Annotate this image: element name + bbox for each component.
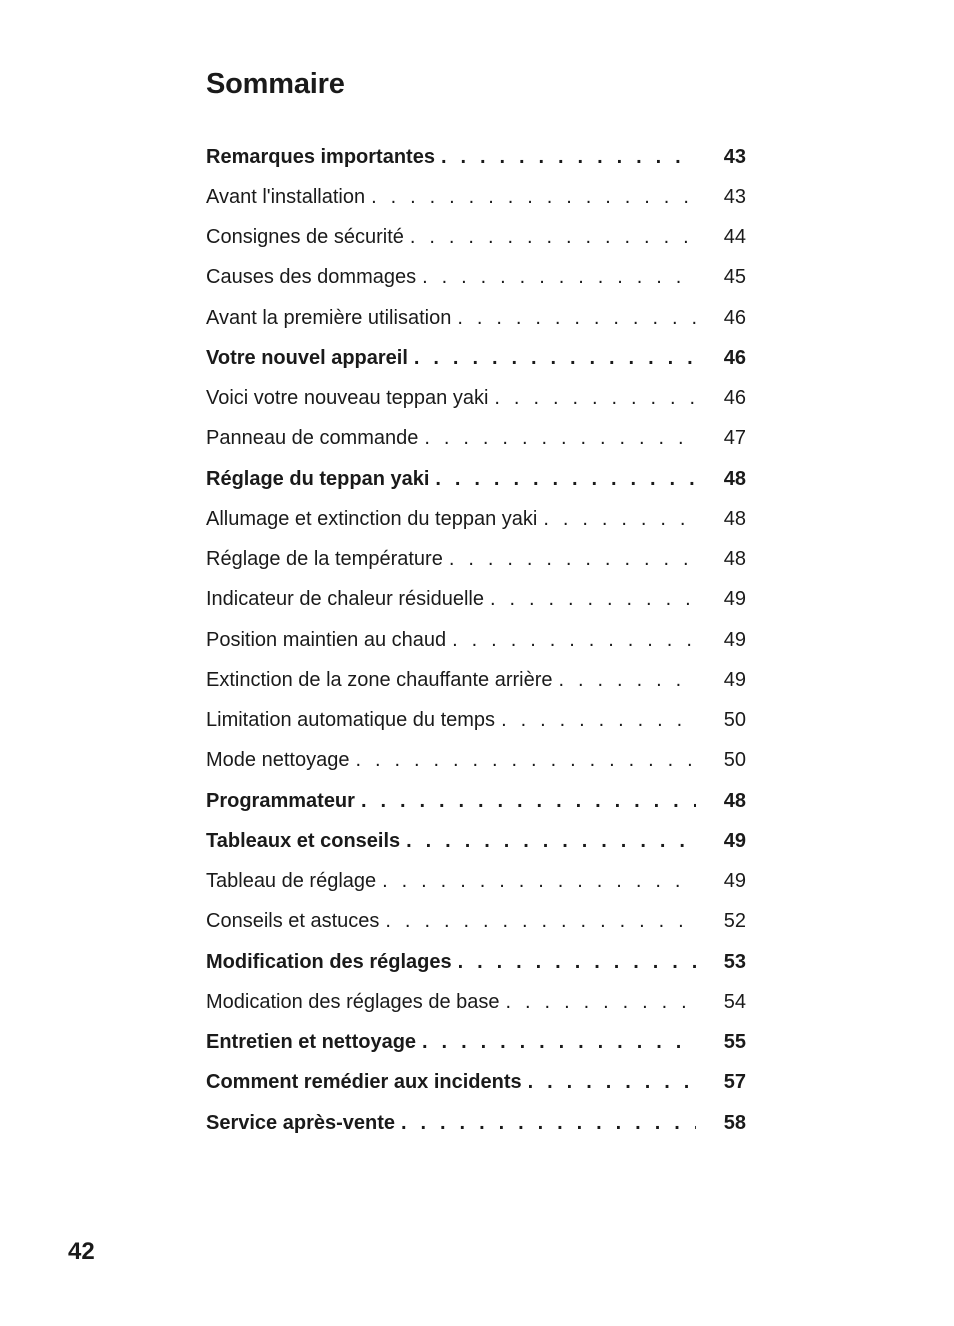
toc-subsection-entry[interactable] (206, 379, 746, 419)
toc-section-entry[interactable] (206, 781, 746, 821)
dot-leader (435, 468, 696, 491)
dot-leader (528, 1071, 696, 1094)
dot-leader (410, 226, 696, 249)
toc-entry-title: Modication des réglages de base (206, 991, 506, 1014)
toc-subsection-entry[interactable] (206, 741, 746, 781)
dot-leader (441, 146, 696, 169)
toc-entry-title: Réglage du teppan yaki (206, 468, 435, 491)
toc-section-entry[interactable] (206, 1063, 746, 1103)
toc-entry-page: 46 (723, 346, 746, 369)
toc-entry-title: Allumage et extinction du teppan yaki (206, 508, 543, 531)
toc-entry-title: Mode nettoyage (206, 749, 355, 772)
toc-entry-title: Modification des réglages (206, 951, 458, 974)
page-title: Sommaire (206, 68, 345, 100)
toc-entry-page: 49 (723, 870, 746, 893)
dot-leader (457, 307, 696, 330)
dot-leader (458, 951, 696, 974)
toc-subsection-entry[interactable] (206, 660, 746, 700)
table-of-contents (206, 137, 746, 1143)
dot-leader (559, 669, 696, 692)
toc-entry-page: 45 (723, 266, 746, 289)
dot-leader (385, 910, 696, 933)
toc-subsection-entry[interactable] (206, 419, 746, 459)
toc-entry-page: 49 (723, 668, 746, 691)
toc-entry-page: 52 (723, 910, 746, 933)
toc-subsection-entry[interactable] (206, 580, 746, 620)
dot-leader (494, 387, 696, 410)
toc-entry-title: Indicateur de chaleur résiduelle (206, 588, 490, 611)
toc-subsection-entry[interactable] (206, 701, 746, 741)
toc-entry-title: Avant la première utilisation (206, 307, 457, 330)
toc-entry-page: 55 (723, 1031, 746, 1054)
toc-section-entry[interactable] (206, 1023, 746, 1063)
toc-section-entry[interactable] (206, 137, 746, 177)
dot-leader (355, 749, 696, 772)
toc-entry-page: 48 (723, 789, 746, 812)
dot-leader (422, 1031, 696, 1054)
toc-entry-page: 50 (723, 749, 746, 772)
toc-entry-title: Remarques importantes (206, 146, 441, 169)
toc-entry-page: 43 (723, 185, 746, 208)
toc-subsection-entry[interactable] (206, 218, 746, 258)
toc-entry-page: 49 (723, 829, 746, 852)
toc-entry-title: Voici votre nouveau teppan yaki (206, 387, 494, 410)
toc-subsection-entry[interactable] (206, 298, 746, 338)
toc-subsection-entry[interactable] (206, 258, 746, 298)
toc-entry-page: 47 (723, 427, 746, 450)
dot-leader (424, 427, 696, 450)
toc-entry-page: 48 (723, 548, 746, 571)
dot-leader (501, 709, 696, 732)
toc-entry-title: Avant l'installation (206, 186, 371, 209)
toc-entry-title: Votre nouvel appareil (206, 347, 414, 370)
toc-entry-page: 43 (723, 145, 746, 168)
dot-leader (361, 790, 696, 813)
toc-entry-page: 46 (723, 387, 746, 410)
toc-subsection-entry[interactable] (206, 902, 746, 942)
toc-entry-title: Comment remédier aux incidents (206, 1071, 528, 1094)
toc-entry-title: Tableaux et conseils (206, 830, 406, 853)
toc-entry-page: 44 (723, 226, 746, 249)
toc-entry-page: 49 (723, 588, 746, 611)
dot-leader (371, 186, 696, 209)
toc-entry-title: Causes des dommages (206, 266, 422, 289)
toc-entry-page: 46 (723, 306, 746, 329)
toc-section-entry[interactable] (206, 1103, 746, 1143)
toc-subsection-entry[interactable] (206, 177, 746, 217)
dot-leader (401, 1112, 696, 1135)
dot-leader (449, 548, 696, 571)
toc-section-entry[interactable] (206, 821, 746, 861)
dot-leader (406, 830, 696, 853)
dot-leader (543, 508, 696, 531)
toc-entry-page: 50 (723, 709, 746, 732)
dot-leader (490, 588, 696, 611)
dot-leader (414, 347, 696, 370)
toc-entry-title: Position maintien au chaud (206, 629, 452, 652)
toc-subsection-entry[interactable] (206, 540, 746, 580)
toc-entry-page: 54 (723, 990, 746, 1013)
toc-entry-page: 48 (723, 467, 746, 490)
toc-entry-title: Tableau de réglage (206, 870, 382, 893)
toc-entry-page: 58 (723, 1111, 746, 1134)
toc-entry-title: Réglage de la température (206, 548, 449, 571)
dot-leader (452, 629, 696, 652)
dot-leader (382, 870, 696, 893)
toc-entry-page: 49 (723, 628, 746, 651)
toc-entry-title: Panneau de commande (206, 427, 424, 450)
page-number: 42 (68, 1238, 95, 1265)
toc-entry-title: Entretien et nettoyage (206, 1031, 422, 1054)
toc-subsection-entry[interactable] (206, 499, 746, 539)
toc-subsection-entry[interactable] (206, 620, 746, 660)
toc-entry-title: Conseils et astuces (206, 910, 385, 933)
toc-entry-title: Extinction de la zone chauffante arrière (206, 669, 559, 692)
dot-leader (422, 266, 696, 289)
toc-entry-title: Programmateur (206, 790, 361, 813)
toc-subsection-entry[interactable] (206, 862, 746, 902)
toc-entry-title: Limitation automatique du temps (206, 709, 501, 732)
toc-entry-page: 57 (723, 1071, 746, 1094)
toc-entry-title: Consignes de sécurité (206, 226, 410, 249)
toc-entry-page: 48 (723, 507, 746, 530)
toc-entry-page: 53 (723, 950, 746, 973)
toc-section-entry[interactable] (206, 942, 746, 982)
toc-entry-title: Service après-vente (206, 1112, 401, 1135)
toc-subsection-entry[interactable] (206, 982, 746, 1022)
toc-section-entry[interactable] (206, 459, 746, 499)
dot-leader (506, 991, 696, 1014)
toc-section-entry[interactable] (206, 338, 746, 378)
